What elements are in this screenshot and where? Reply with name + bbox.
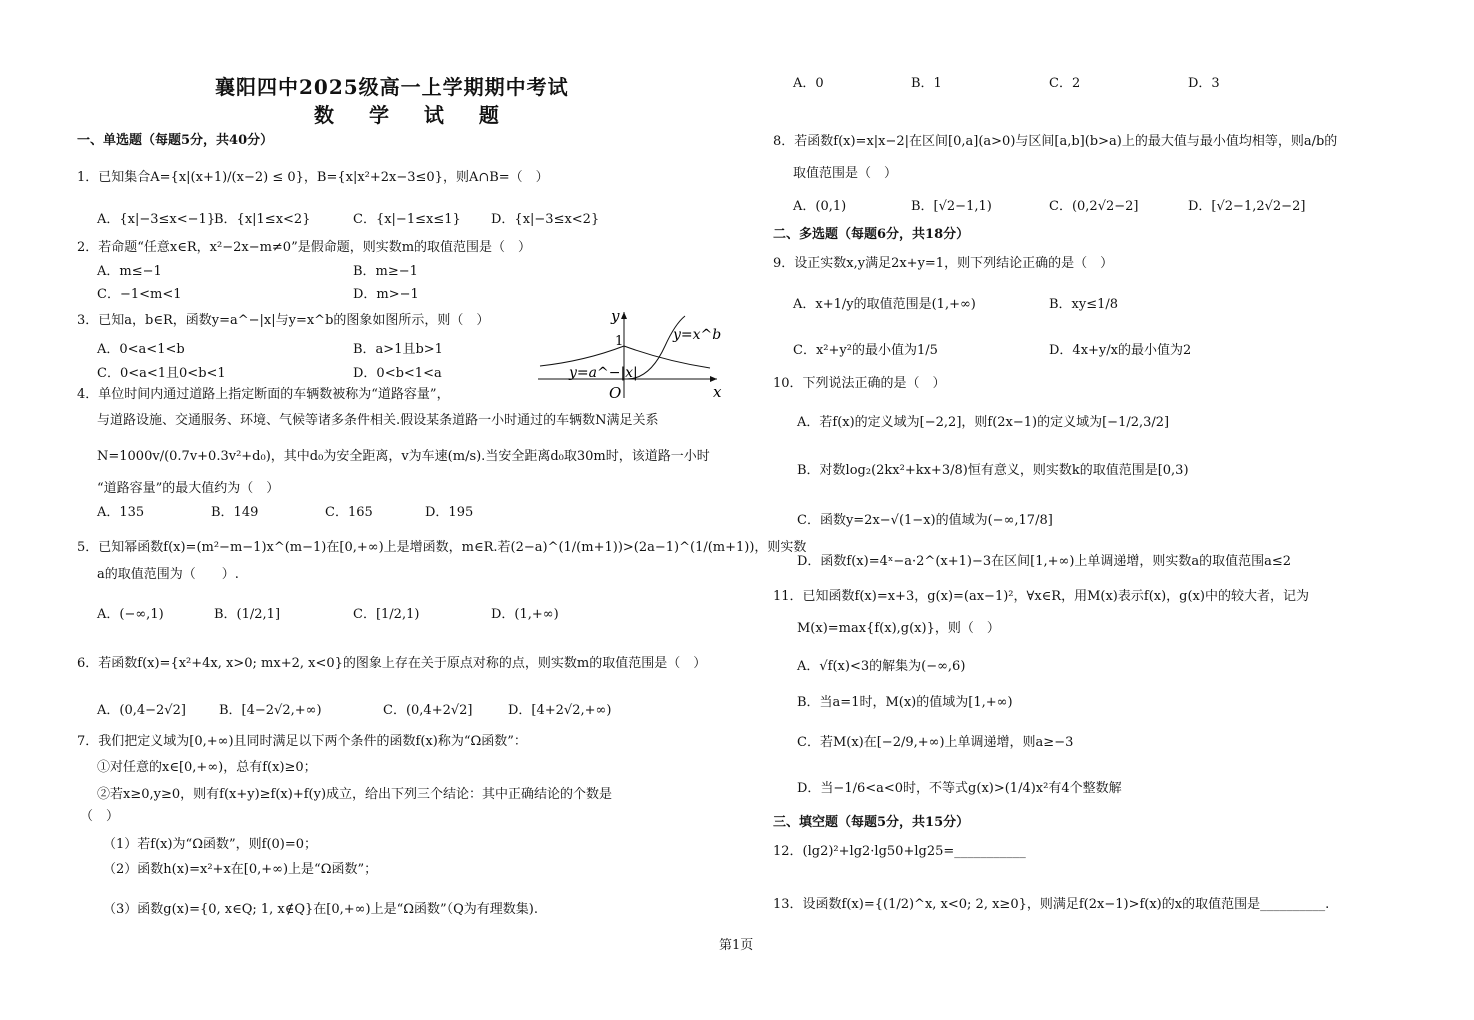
q11-option-c: C．若M(x)在[−2/9,+∞)上单调递增，则a≥−3: [797, 735, 1074, 750]
graph-y-label: y: [611, 307, 620, 325]
question-4-line-1: 4．单位时间内通过道路上指定断面的车辆数被称为“道路容量”，: [77, 387, 450, 402]
q5-option-d: D．(1,+∞): [491, 607, 559, 622]
q10-option-d: D．函数f(x)=4ˣ−a·2^(x+1)−3在区间[1,+∞)上单调递增，则实数a的取值范围a≤2: [797, 554, 1292, 569]
question-3: 3．已知a，b∈R，函数y=a^−|x|与y=x^b的图象如图所示，则（ ）: [77, 313, 490, 328]
question-5-line-2: a的取值范围为（ ）.: [97, 567, 239, 582]
question-10: 10．下列说法正确的是（ ）: [773, 376, 946, 391]
question-7-cond-1: ①对任意的x∈[0,+∞)，总有f(x)≥0；: [97, 760, 317, 775]
question-9: 9．设正实数x,y满足2x+y=1，则下列结论正确的是（ ）: [773, 256, 1114, 271]
question-8-line-2: 取值范围是（ ）: [793, 166, 898, 181]
q4-option-b: B．149: [211, 505, 259, 520]
q6-option-d: D．[4+2√2,+∞): [508, 703, 612, 718]
q4-option-a: A．135: [97, 505, 145, 520]
q10-option-a: A．若f(x)的定义域为[−2,2]，则f(2x−1)的定义域为[−1/2,3/2]: [797, 415, 1170, 430]
q11-option-d: D．当−1/6<a<0时，不等式g(x)>(1/4)x²有4个整数解: [797, 781, 1122, 796]
x-axis-arrow-icon: [710, 376, 717, 382]
q8-option-c: C．(0,2√2−2]: [1049, 199, 1139, 214]
q8-option-b: B．[√2−1,1): [911, 199, 992, 214]
exam-subtitle: 数 学 试 题: [314, 103, 513, 127]
question-11-line-2: M(x)=max{f(x),g(x)}，则（ ）: [797, 621, 1000, 636]
question-13: 13．设函数f(x)={(1/2)^x, x<0; 2, x≥0}，则满足f(2x−1)>f(x)的x的取值范围是__________.: [773, 897, 1330, 912]
section-multi-choice: 二、多选题（每题6分，共18分）: [773, 227, 970, 242]
section-fill-blank: 三、填空题（每题5分，共15分）: [773, 815, 970, 830]
question-8-line-1: 8．若函数f(x)=x|x−2|在区间[0,a](a>0)与区间[a,b](b>a)上的最大值与最小值均相等，则a/b的: [773, 134, 1338, 149]
q7-option-a: A．0: [793, 76, 824, 91]
question-1: 1．已知集合A={x|(x+1)/(x−2) ≤ 0}，B={x|x²+2x−3≤0}，则A∩B=（ ）: [77, 170, 549, 185]
q2-option-c: C．−1<m<1: [97, 287, 182, 302]
q10-option-c: C．函数y=2x−√(1−x)的值域为(−∞,17/8]: [797, 513, 1053, 528]
q8-option-d: D．[√2−1,2√2−2]: [1188, 199, 1306, 214]
q3-graph: [535, 306, 725, 402]
question-4-line-2: 与道路设施、交通服务、环境、气候等诸多条件相关.假设某条道路一小时通过的车辆数N满足关系: [97, 413, 659, 428]
question-7-claim-2: （2）函数h(x)=x²+x在[0,+∞)上是“Ω函数”；: [103, 862, 378, 877]
q1-option-c: C．{x|−1≤x≤1}: [353, 212, 461, 227]
q2-option-d: D．m>−1: [353, 287, 419, 302]
exam-title: 襄阳四中2025级高一上学期期中考试: [215, 75, 569, 99]
question-11-line-1: 11．已知函数f(x)=x+3，g(x)=(ax−1)²，∀x∈R，用M(x)表示f(x)，g(x)中的较大者，记为: [773, 589, 1309, 604]
q4-option-d: D．195: [425, 505, 474, 520]
q2-option-a: A．m≤−1: [97, 264, 162, 279]
q10-option-b: B．对数log₂(2kx²+kx+3/8)恒有意义，则实数k的取值范围是[0,3): [797, 463, 1189, 478]
graph-x-label: x: [713, 383, 722, 401]
q7-option-c: C．2: [1049, 76, 1081, 91]
q3-option-b: B．a>1且b>1: [353, 342, 443, 357]
q9-option-b: B．xy≤1/8: [1049, 297, 1119, 312]
question-7-cond-2: ②若x≥0,y≥0，则有f(x+y)≥f(x)+f(y)成立，给出下列三个结论：其中正确结论的个数是: [97, 787, 613, 802]
q5-option-a: A．(−∞,1): [97, 607, 164, 622]
section-single-choice: 一、单选题（每题5分，共40分）: [77, 133, 274, 148]
q6-option-a: A．(0,4−2√2]: [97, 703, 186, 718]
q9-option-c: C．x²+y²的最小值为1/5: [793, 343, 938, 358]
q9-option-d: D．4x+y/x的最小值为2: [1049, 343, 1192, 358]
q5-option-b: B．(1/2,1]: [214, 607, 281, 622]
question-6: 6．若函数f(x)={x²+4x, x>0; mx+2, x<0}的图象上存在关于原点对称的点，则实数m的取值范围是（ ）: [77, 656, 707, 671]
q3-option-c: C．0<a<1且0<b<1: [97, 366, 226, 381]
q3-option-d: D．0<b<1<a: [353, 366, 442, 381]
y-axis-arrow-icon: [621, 312, 627, 319]
question-7-claim-3: （3）函数g(x)={0, x∈Q; 1, x∉Q}在[0,+∞)上是“Ω函数”（Q为有理数集).: [103, 902, 539, 917]
question-4-line-4: “道路容量”的最大值约为（ ）: [97, 481, 280, 496]
q1-option-a: A．{x|−3≤x<−1}: [97, 212, 216, 227]
q7-option-d: D．3: [1188, 76, 1220, 91]
q7-option-b: B．1: [911, 76, 942, 91]
page-number: 第1页: [719, 938, 754, 953]
question-12: 12．(lg2)²+lg2·lg50+lg25=___________: [773, 844, 1026, 859]
question-7-stem: 7．我们把定义域为[0,+∞)且同时满足以下两个条件的函数f(x)称为“Ω函数”：: [77, 734, 527, 749]
q6-option-c: C．(0,4+2√2]: [383, 703, 473, 718]
question-7-paren: （ ）: [80, 809, 120, 824]
graph-curve-label-exp: y=a^−|x|: [569, 365, 638, 381]
q3-option-a: A．0<a<1<b: [97, 342, 185, 357]
question-7-claim-1: （1）若f(x)为“Ω函数”，则f(0)=0；: [103, 837, 318, 852]
question-4-line-3: N=1000v/(0.7v+0.3v²+d₀)，其中d₀为安全距离，v为车速(m/s).当安全距离d₀取30m时，该道路一小时: [97, 449, 710, 464]
q8-option-a: A．(0,1): [793, 199, 847, 214]
q1-option-b: B．{x|1≤x<2}: [214, 212, 311, 227]
q4-option-c: C．165: [325, 505, 373, 520]
q2-option-b: B．m≥−1: [353, 264, 418, 279]
question-5-line-1: 5．已知幂函数f(x)=(m²−m−1)x^(m−1)在[0,+∞)上是增函数，m∈R.若(2−a)^(1/(m+1))>(2a−1)^(1/(m+1))，则实数: [77, 540, 807, 555]
graph-origin-label: O: [609, 384, 622, 402]
question-2: 2．若命题“任意x∈R，x²−2x−m≠0”是假命题，则实数m的取值范围是（ ）: [77, 240, 532, 255]
q1-option-d: D．{x|−3≤x<2}: [491, 212, 600, 227]
q9-option-a: A．x+1/y的取值范围是(1,+∞): [793, 297, 976, 312]
graph-curve-label-power: y=x^b: [673, 327, 722, 343]
q11-option-a: A．√f(x)<3的解集为(−∞,6): [797, 659, 966, 674]
q11-option-b: B．当a=1时，M(x)的值域为[1,+∞): [797, 695, 1013, 710]
q6-option-b: B．[4−2√2,+∞): [219, 703, 322, 718]
q5-option-c: C．[1/2,1): [353, 607, 420, 622]
graph-one-label: 1: [615, 334, 624, 349]
